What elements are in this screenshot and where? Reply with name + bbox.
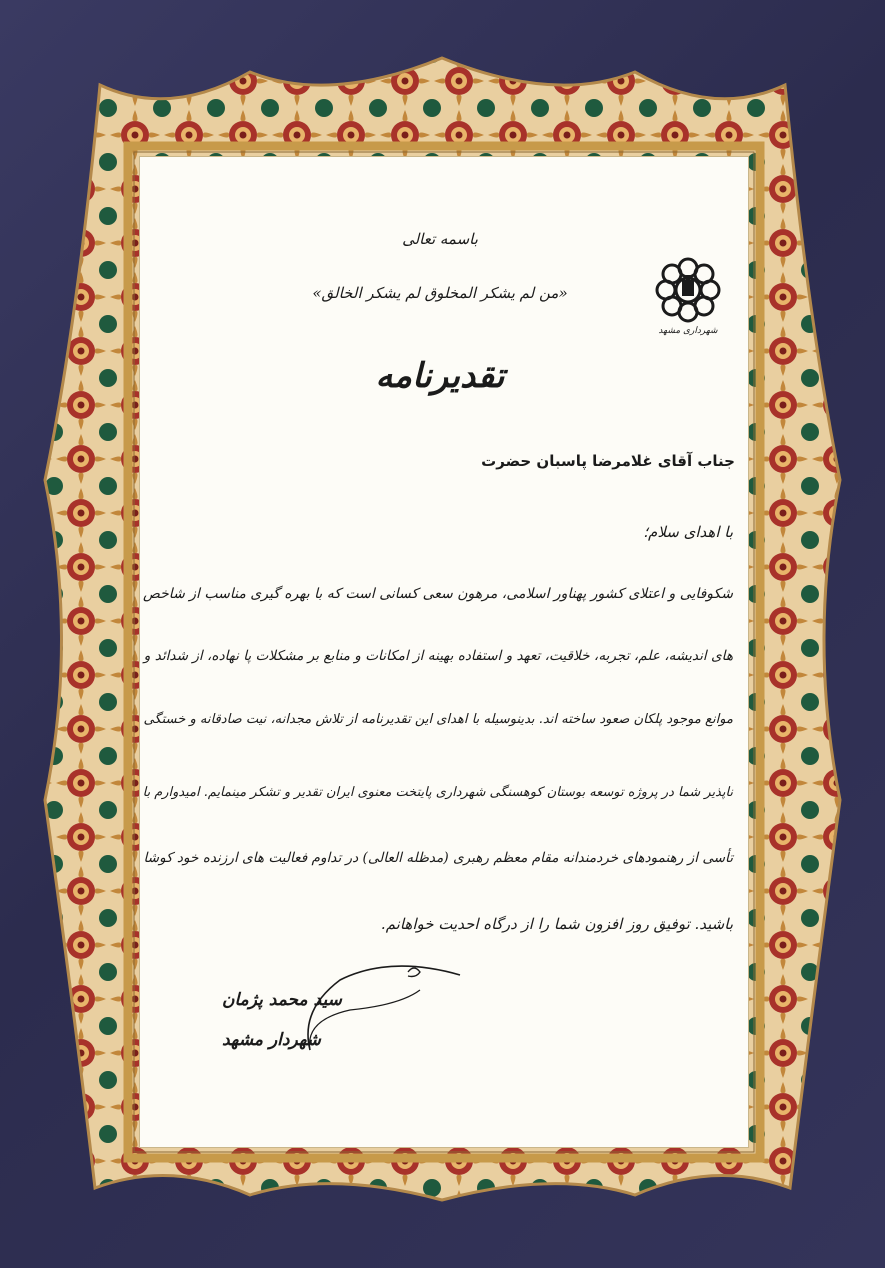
document-title: تقدیرنامه bbox=[375, 356, 505, 396]
signatory-name: سید محمد پژمان bbox=[222, 990, 342, 1010]
body-line: شکوفایی و اعتلای کشور پهناور اسلامی، مرهون سعی کسانی است که با بهره گیری مناسب از شاخص bbox=[143, 586, 733, 602]
heading-quote: «من لم یشکر المخلوق لم یشکر الخالق» bbox=[312, 284, 568, 302]
heading-bismillah: باسمه تعالی bbox=[402, 230, 478, 248]
body-line: باشید. توفیق روز افزون شما را از درگاه احدیت خواهانم. bbox=[380, 915, 733, 933]
signatory-title: شهردار مشهد bbox=[222, 1030, 321, 1050]
body-line: ناپذیر شما در پروژه توسعه بوستان کوهسنگی شهرداری پایتخت معنوی ایران تقدیر و تشکر مینمایم. امیدوارم با bbox=[142, 785, 733, 800]
recipient-line: جناب آقای غلامرضا پاسبان حضرت bbox=[481, 452, 735, 470]
handwritten-signature bbox=[280, 950, 480, 1070]
greeting-line: با اهدای سلام؛ bbox=[643, 523, 733, 541]
body-line: تأسی از رهنمودهای خردمندانه مقام معظم رهبری (مدظله العالی) در تداوم فعالیت های ارزنده خود کوشا bbox=[143, 850, 733, 866]
body-line: موانع موجود پلکان صعود ساخته اند. بدینوسیله با اهدای این تقدیرنامه از تلاش مجدانه، نیت صادقانه و خستگی bbox=[143, 712, 733, 727]
logo-caption: شهرداری مشهد bbox=[658, 326, 718, 336]
body-line: های اندیشه، علم، تجربه، خلاقیت، تعهد و استفاده بهینه از امکانات و منابع بر مشکلات پا نهاده، از شدائد و bbox=[143, 648, 733, 664]
